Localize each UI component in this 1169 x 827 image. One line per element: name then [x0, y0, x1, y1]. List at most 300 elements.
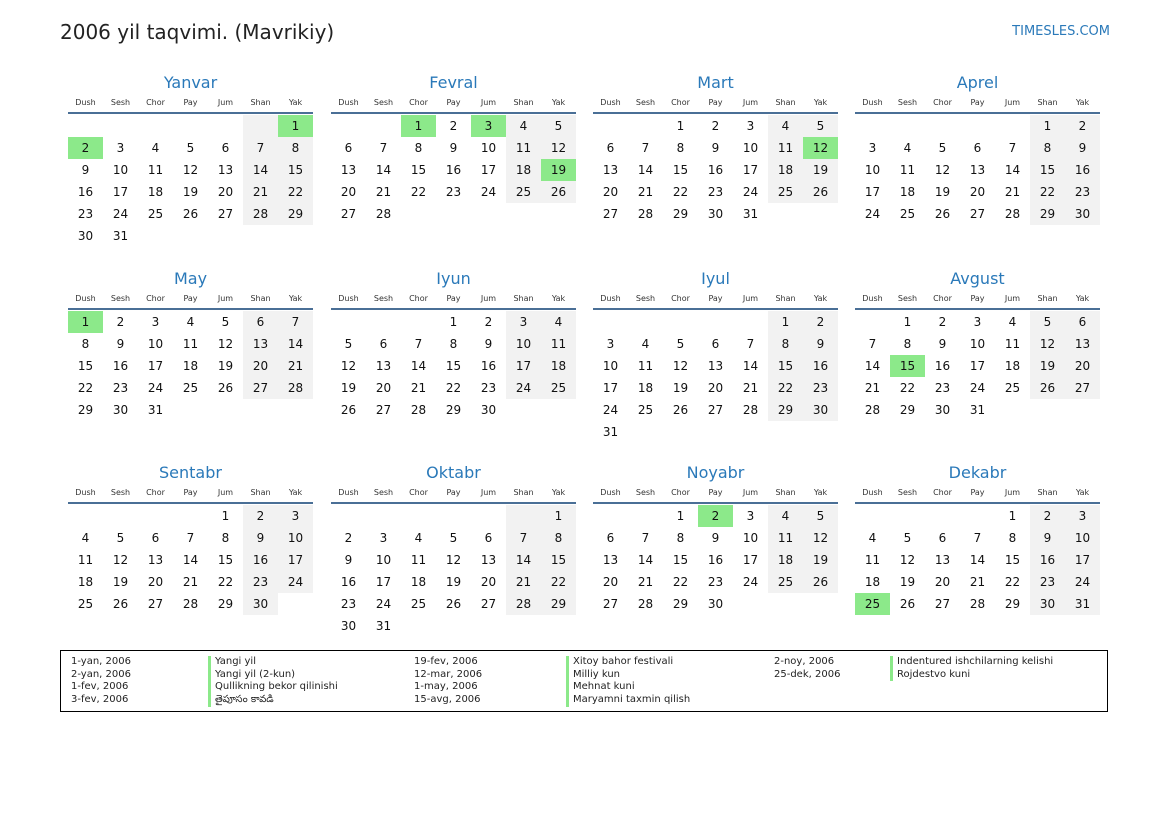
week-row — [68, 527, 313, 549]
month-block — [593, 462, 838, 615]
day-cell: 2 — [116, 315, 125, 329]
day-cell: 10 — [147, 337, 164, 351]
day-cell: 23 — [803, 377, 838, 399]
day-cell: 12 — [672, 359, 689, 373]
month-name: Mart — [697, 73, 734, 92]
day-cell: 11 — [1004, 337, 1021, 351]
legend-date: 12-mar, 2006 — [414, 668, 483, 680]
weekday-label: Shan — [1037, 294, 1058, 303]
week-row — [68, 377, 313, 399]
weekday-label: Jum — [480, 98, 497, 107]
week-row — [331, 181, 576, 203]
day-cell: 15 — [77, 359, 94, 373]
weekday-label: Shan — [775, 98, 796, 107]
week-row — [593, 203, 838, 225]
day-cell: 2 — [698, 505, 733, 527]
day-cell: 26 — [672, 403, 689, 417]
day-cell: 2 — [344, 531, 353, 545]
month-block — [331, 462, 576, 637]
week-row — [68, 333, 313, 355]
day-cell: 24 — [602, 403, 619, 417]
day-cell: 4 — [1008, 315, 1017, 329]
day-cell: 26 — [340, 403, 357, 417]
weekday-label: Yak — [288, 294, 303, 303]
week-row — [593, 115, 838, 137]
month-block — [593, 268, 838, 443]
weekday-header — [68, 486, 313, 500]
day-cell: 11 — [768, 527, 803, 549]
week-row — [855, 311, 1100, 333]
day-cell: 2 — [938, 315, 947, 329]
day-cell: 30 — [1065, 203, 1100, 225]
day-cell: 21 — [278, 355, 313, 377]
week-row — [68, 399, 313, 421]
day-cell: 6 — [711, 337, 720, 351]
day-cell: 19 — [899, 575, 916, 589]
empty-cell — [138, 225, 173, 247]
day-cell: 29 — [541, 593, 576, 615]
week-row — [331, 593, 576, 615]
empty-cell — [103, 505, 138, 527]
legend-names-col-1 — [208, 656, 338, 707]
weekday-label: Shan — [250, 488, 271, 497]
day-cell: 20 — [1065, 355, 1100, 377]
empty-cell — [436, 505, 471, 527]
day-cell: 26 — [445, 597, 462, 611]
weekday-label: Yak — [813, 98, 828, 107]
day-cell: 1 — [278, 115, 313, 137]
week-row — [331, 527, 576, 549]
day-cell: 6 — [973, 141, 982, 155]
week-row — [593, 593, 838, 615]
day-cell: 13 — [217, 163, 234, 177]
day-cell: 20 — [375, 381, 392, 395]
weekday-label: Yak — [1075, 488, 1090, 497]
day-cell: 3 — [868, 141, 877, 155]
month-name: Iyul — [701, 269, 730, 288]
day-cell: 10 — [112, 163, 129, 177]
day-cell: 18 — [541, 355, 576, 377]
empty-cell — [593, 311, 628, 333]
weekday-label: Chor — [933, 98, 952, 107]
weekday-label: Pay — [446, 488, 461, 497]
day-cell: 12 — [803, 137, 838, 159]
weekday-label: Chor — [409, 294, 428, 303]
weekday-label: Jum — [217, 98, 234, 107]
day-cell: 3 — [278, 505, 313, 527]
day-cell: 15 — [1004, 553, 1021, 567]
weekday-label: Sesh — [635, 294, 656, 303]
day-cell: 2 — [68, 137, 103, 159]
month-name: Aprel — [956, 73, 999, 92]
day-cell: 3 — [1065, 505, 1100, 527]
weekday-label: Dush — [600, 294, 621, 303]
day-cell: 23 — [934, 381, 951, 395]
empty-cell — [278, 593, 313, 615]
day-cell: 19 — [340, 381, 357, 395]
month-block — [855, 462, 1100, 615]
day-cell: 28 — [278, 377, 313, 399]
legend-date: 2-yan, 2006 — [71, 668, 131, 680]
day-cell: 13 — [480, 553, 497, 567]
empty-cell — [960, 115, 995, 137]
day-cell: 10 — [1065, 527, 1100, 549]
day-cell: 21 — [506, 571, 541, 593]
day-cell: 31 — [602, 425, 619, 439]
month-name: Iyun — [436, 269, 471, 288]
day-cell: 1 — [903, 315, 912, 329]
weekday-label: Dush — [338, 98, 359, 107]
day-cell: 25 — [410, 597, 427, 611]
month-block — [331, 268, 576, 421]
empty-cell — [436, 615, 471, 637]
empty-cell — [890, 115, 925, 137]
day-cell: 7 — [379, 141, 388, 155]
day-cell: 6 — [221, 141, 230, 155]
day-cell: 4 — [903, 141, 912, 155]
day-cell: 11 — [899, 163, 916, 177]
empty-cell — [803, 421, 838, 443]
day-cell: 23 — [77, 207, 94, 221]
day-cell: 22 — [672, 185, 689, 199]
day-cell: 23 — [1030, 571, 1065, 593]
weekday-header — [855, 486, 1100, 500]
week-row — [68, 355, 313, 377]
week-row — [68, 549, 313, 571]
weekday-header — [855, 96, 1100, 110]
day-cell: 8 — [541, 527, 576, 549]
day-cell: 13 — [969, 163, 986, 177]
legend-date: 15-avg, 2006 — [414, 694, 481, 706]
day-cell: 12 — [340, 359, 357, 373]
weekday-label: Dush — [862, 488, 883, 497]
weekday-label: Dush — [75, 294, 96, 303]
weekday-label: Yak — [1075, 98, 1090, 107]
day-cell: 20 — [243, 355, 278, 377]
empty-cell — [401, 203, 436, 225]
header-divider — [593, 502, 838, 504]
day-cell: 17 — [1065, 549, 1100, 571]
day-cell: 20 — [340, 185, 357, 199]
day-cell: 21 — [637, 575, 654, 589]
day-cell: 12 — [182, 163, 199, 177]
day-cell: 7 — [868, 337, 877, 351]
day-cell: 29 — [768, 399, 803, 421]
legend-dates-col-1 — [71, 656, 131, 707]
weekday-label: Pay — [183, 294, 198, 303]
legend-dates-col-2 — [414, 656, 482, 707]
day-cell: 14 — [278, 333, 313, 355]
holiday-legend — [60, 650, 1108, 712]
day-cell: 14 — [969, 553, 986, 567]
day-cell: 20 — [969, 185, 986, 199]
day-cell: 21 — [864, 381, 881, 395]
day-cell: 22 — [541, 571, 576, 593]
day-cell: 17 — [969, 359, 986, 373]
day-cell: 21 — [1004, 185, 1021, 199]
weekday-label: Yak — [288, 488, 303, 497]
month-name: Noyabr — [686, 463, 745, 482]
day-cell: 2 — [243, 505, 278, 527]
day-cell: 5 — [803, 115, 838, 137]
day-cell: 29 — [672, 207, 689, 221]
day-cell: 30 — [707, 207, 724, 221]
day-cell: 14 — [1004, 163, 1021, 177]
empty-cell — [366, 311, 401, 333]
weekday-label: Dush — [75, 98, 96, 107]
day-cell: 27 — [602, 207, 619, 221]
weekday-header — [331, 292, 576, 306]
empty-cell — [138, 115, 173, 137]
day-cell: 23 — [112, 381, 129, 395]
empty-cell — [331, 311, 366, 333]
day-cell: 15 — [768, 355, 803, 377]
day-cell: 14 — [742, 359, 759, 373]
weekday-label: Sesh — [110, 98, 131, 107]
legend-names-col-3 — [890, 656, 1053, 681]
month-block — [593, 72, 838, 225]
day-cell: 18 — [1004, 359, 1021, 373]
weekday-label: Chor — [409, 98, 428, 107]
day-cell: 18 — [768, 549, 803, 571]
day-cell: 8 — [768, 333, 803, 355]
day-cell: 30 — [77, 229, 94, 243]
day-cell: 28 — [243, 203, 278, 225]
empty-cell — [208, 399, 243, 421]
day-cell: 24 — [480, 185, 497, 199]
week-row — [593, 159, 838, 181]
empty-cell — [593, 505, 628, 527]
week-row — [593, 399, 838, 421]
day-cell: 28 — [375, 207, 392, 221]
day-cell: 2 — [711, 119, 720, 133]
day-cell: 24 — [375, 597, 392, 611]
day-cell: 31 — [112, 229, 129, 243]
weekday-label: Yak — [551, 488, 566, 497]
day-cell: 16 — [934, 359, 951, 373]
weekday-label: Pay — [708, 488, 723, 497]
day-cell: 15 — [217, 553, 234, 567]
weekday-label: Chor — [671, 98, 690, 107]
day-cell: 30 — [1030, 593, 1065, 615]
empty-cell — [855, 115, 890, 137]
day-cell: 16 — [445, 163, 462, 177]
day-cell: 30 — [243, 593, 278, 615]
day-cell: 17 — [112, 185, 129, 199]
day-cell: 22 — [278, 181, 313, 203]
month-block — [68, 72, 313, 247]
empty-cell — [278, 225, 313, 247]
day-cell: 20 — [602, 185, 619, 199]
day-cell: 2 — [803, 311, 838, 333]
day-cell: 24 — [278, 571, 313, 593]
empty-cell — [628, 505, 663, 527]
day-cell: 12 — [1030, 333, 1065, 355]
day-cell: 8 — [414, 141, 423, 155]
day-cell: 17 — [506, 355, 541, 377]
day-cell: 31 — [147, 403, 164, 417]
weekday-label: Pay — [708, 294, 723, 303]
day-cell: 14 — [637, 553, 654, 567]
weekday-label: Chor — [671, 294, 690, 303]
day-cell: 21 — [375, 185, 392, 199]
week-row — [593, 421, 838, 443]
weekday-label: Sesh — [373, 294, 394, 303]
day-cell: 11 — [506, 137, 541, 159]
day-cell: 18 — [899, 185, 916, 199]
week-row — [855, 377, 1100, 399]
day-cell: 30 — [803, 399, 838, 421]
day-cell: 1 — [768, 311, 803, 333]
legend-dates-col-3 — [774, 656, 840, 681]
week-row — [331, 355, 576, 377]
weekday-label: Pay — [708, 98, 723, 107]
empty-cell — [401, 311, 436, 333]
day-cell: 25 — [637, 403, 654, 417]
day-cell: 28 — [969, 597, 986, 611]
empty-cell — [733, 593, 768, 615]
week-row — [68, 311, 313, 333]
day-cell: 7 — [278, 311, 313, 333]
empty-cell — [471, 203, 506, 225]
day-cell: 7 — [1008, 141, 1017, 155]
day-cell: 5 — [541, 115, 576, 137]
month-block — [68, 268, 313, 421]
weekday-label: Pay — [183, 488, 198, 497]
week-row — [331, 505, 576, 527]
day-cell: 6 — [379, 337, 388, 351]
day-cell: 7 — [641, 531, 650, 545]
week-row — [855, 181, 1100, 203]
day-cell: 5 — [938, 141, 947, 155]
weekday-label: Shan — [775, 294, 796, 303]
header-divider — [593, 112, 838, 114]
day-cell: 16 — [707, 553, 724, 567]
weekday-label: Pay — [183, 98, 198, 107]
day-cell: 4 — [541, 311, 576, 333]
day-cell: 2 — [1030, 505, 1065, 527]
week-row — [68, 505, 313, 527]
day-cell: 28 — [410, 403, 427, 417]
weekday-header — [855, 292, 1100, 306]
day-cell: 25 — [768, 181, 803, 203]
day-cell: 23 — [707, 185, 724, 199]
day-cell: 26 — [112, 597, 129, 611]
month-name: Dekabr — [948, 463, 1007, 482]
day-cell: 9 — [711, 531, 720, 545]
day-cell: 17 — [864, 185, 881, 199]
weekday-label: Sesh — [373, 98, 394, 107]
day-cell: 20 — [147, 575, 164, 589]
weekday-header — [68, 96, 313, 110]
legend-holiday: Mehnat kuni — [566, 681, 690, 694]
weekday-label: Chor — [933, 488, 952, 497]
day-cell: 23 — [340, 597, 357, 611]
day-cell: 22 — [899, 381, 916, 395]
day-cell: 9 — [449, 141, 458, 155]
day-cell: 30 — [480, 403, 497, 417]
weekday-label: Shan — [513, 294, 534, 303]
day-cell: 3 — [471, 115, 506, 137]
legend-names-col-2 — [566, 656, 690, 707]
empty-cell — [506, 203, 541, 225]
day-cell: 24 — [864, 207, 881, 221]
day-cell: 4 — [868, 531, 877, 545]
day-cell: 27 — [340, 207, 357, 221]
day-cell: 24 — [147, 381, 164, 395]
day-cell: 9 — [344, 553, 353, 567]
day-cell: 14 — [182, 553, 199, 567]
day-cell: 12 — [803, 527, 838, 549]
weekday-label: Pay — [446, 98, 461, 107]
day-cell: 21 — [243, 181, 278, 203]
legend-date: 1-may, 2006 — [414, 681, 478, 693]
header-divider — [331, 308, 576, 310]
day-cell: 4 — [414, 531, 423, 545]
day-cell: 15 — [445, 359, 462, 373]
week-row — [68, 571, 313, 593]
empty-cell — [803, 593, 838, 615]
day-cell: 8 — [1008, 531, 1017, 545]
month-block — [855, 268, 1100, 421]
day-cell: 8 — [221, 531, 230, 545]
weekday-label: Shan — [250, 98, 271, 107]
day-cell: 11 — [147, 163, 164, 177]
day-cell: 29 — [77, 403, 94, 417]
weekday-label: Chor — [409, 488, 428, 497]
day-cell: 19 — [1030, 355, 1065, 377]
day-cell: 6 — [484, 531, 493, 545]
day-cell: 28 — [182, 597, 199, 611]
day-cell: 1 — [449, 315, 458, 329]
day-cell: 13 — [340, 163, 357, 177]
day-cell: 10 — [506, 333, 541, 355]
weekday-label: Jum — [742, 294, 759, 303]
day-cell: 9 — [1065, 137, 1100, 159]
day-cell: 8 — [449, 337, 458, 351]
week-row — [855, 549, 1100, 571]
weekday-label: Chor — [146, 488, 165, 497]
site-link[interactable]: TIMESLES.COM — [1012, 24, 1110, 39]
day-cell: 4 — [186, 315, 195, 329]
weekday-header — [331, 486, 576, 500]
day-cell: 25 — [855, 593, 890, 615]
weekday-label: Sesh — [110, 294, 131, 303]
week-row — [331, 377, 576, 399]
day-cell: 16 — [480, 359, 497, 373]
day-cell: 28 — [1004, 207, 1021, 221]
legend-holiday: Rojdestvo kuni — [890, 669, 1053, 682]
day-cell: 18 — [768, 159, 803, 181]
day-cell: 12 — [934, 163, 951, 177]
day-cell: 9 — [711, 141, 720, 155]
day-cell: 29 — [1004, 597, 1021, 611]
day-cell: 17 — [278, 549, 313, 571]
month-name: Yanvar — [163, 73, 218, 92]
day-cell: 1 — [401, 115, 436, 137]
day-cell: 19 — [803, 159, 838, 181]
day-cell: 15 — [278, 159, 313, 181]
empty-cell — [541, 203, 576, 225]
week-row — [331, 333, 576, 355]
day-cell: 28 — [637, 207, 654, 221]
day-cell: 10 — [480, 141, 497, 155]
day-cell: 21 — [969, 575, 986, 589]
week-row — [593, 527, 838, 549]
week-row — [593, 355, 838, 377]
weekday-label: Chor — [933, 294, 952, 303]
day-cell: 30 — [934, 403, 951, 417]
